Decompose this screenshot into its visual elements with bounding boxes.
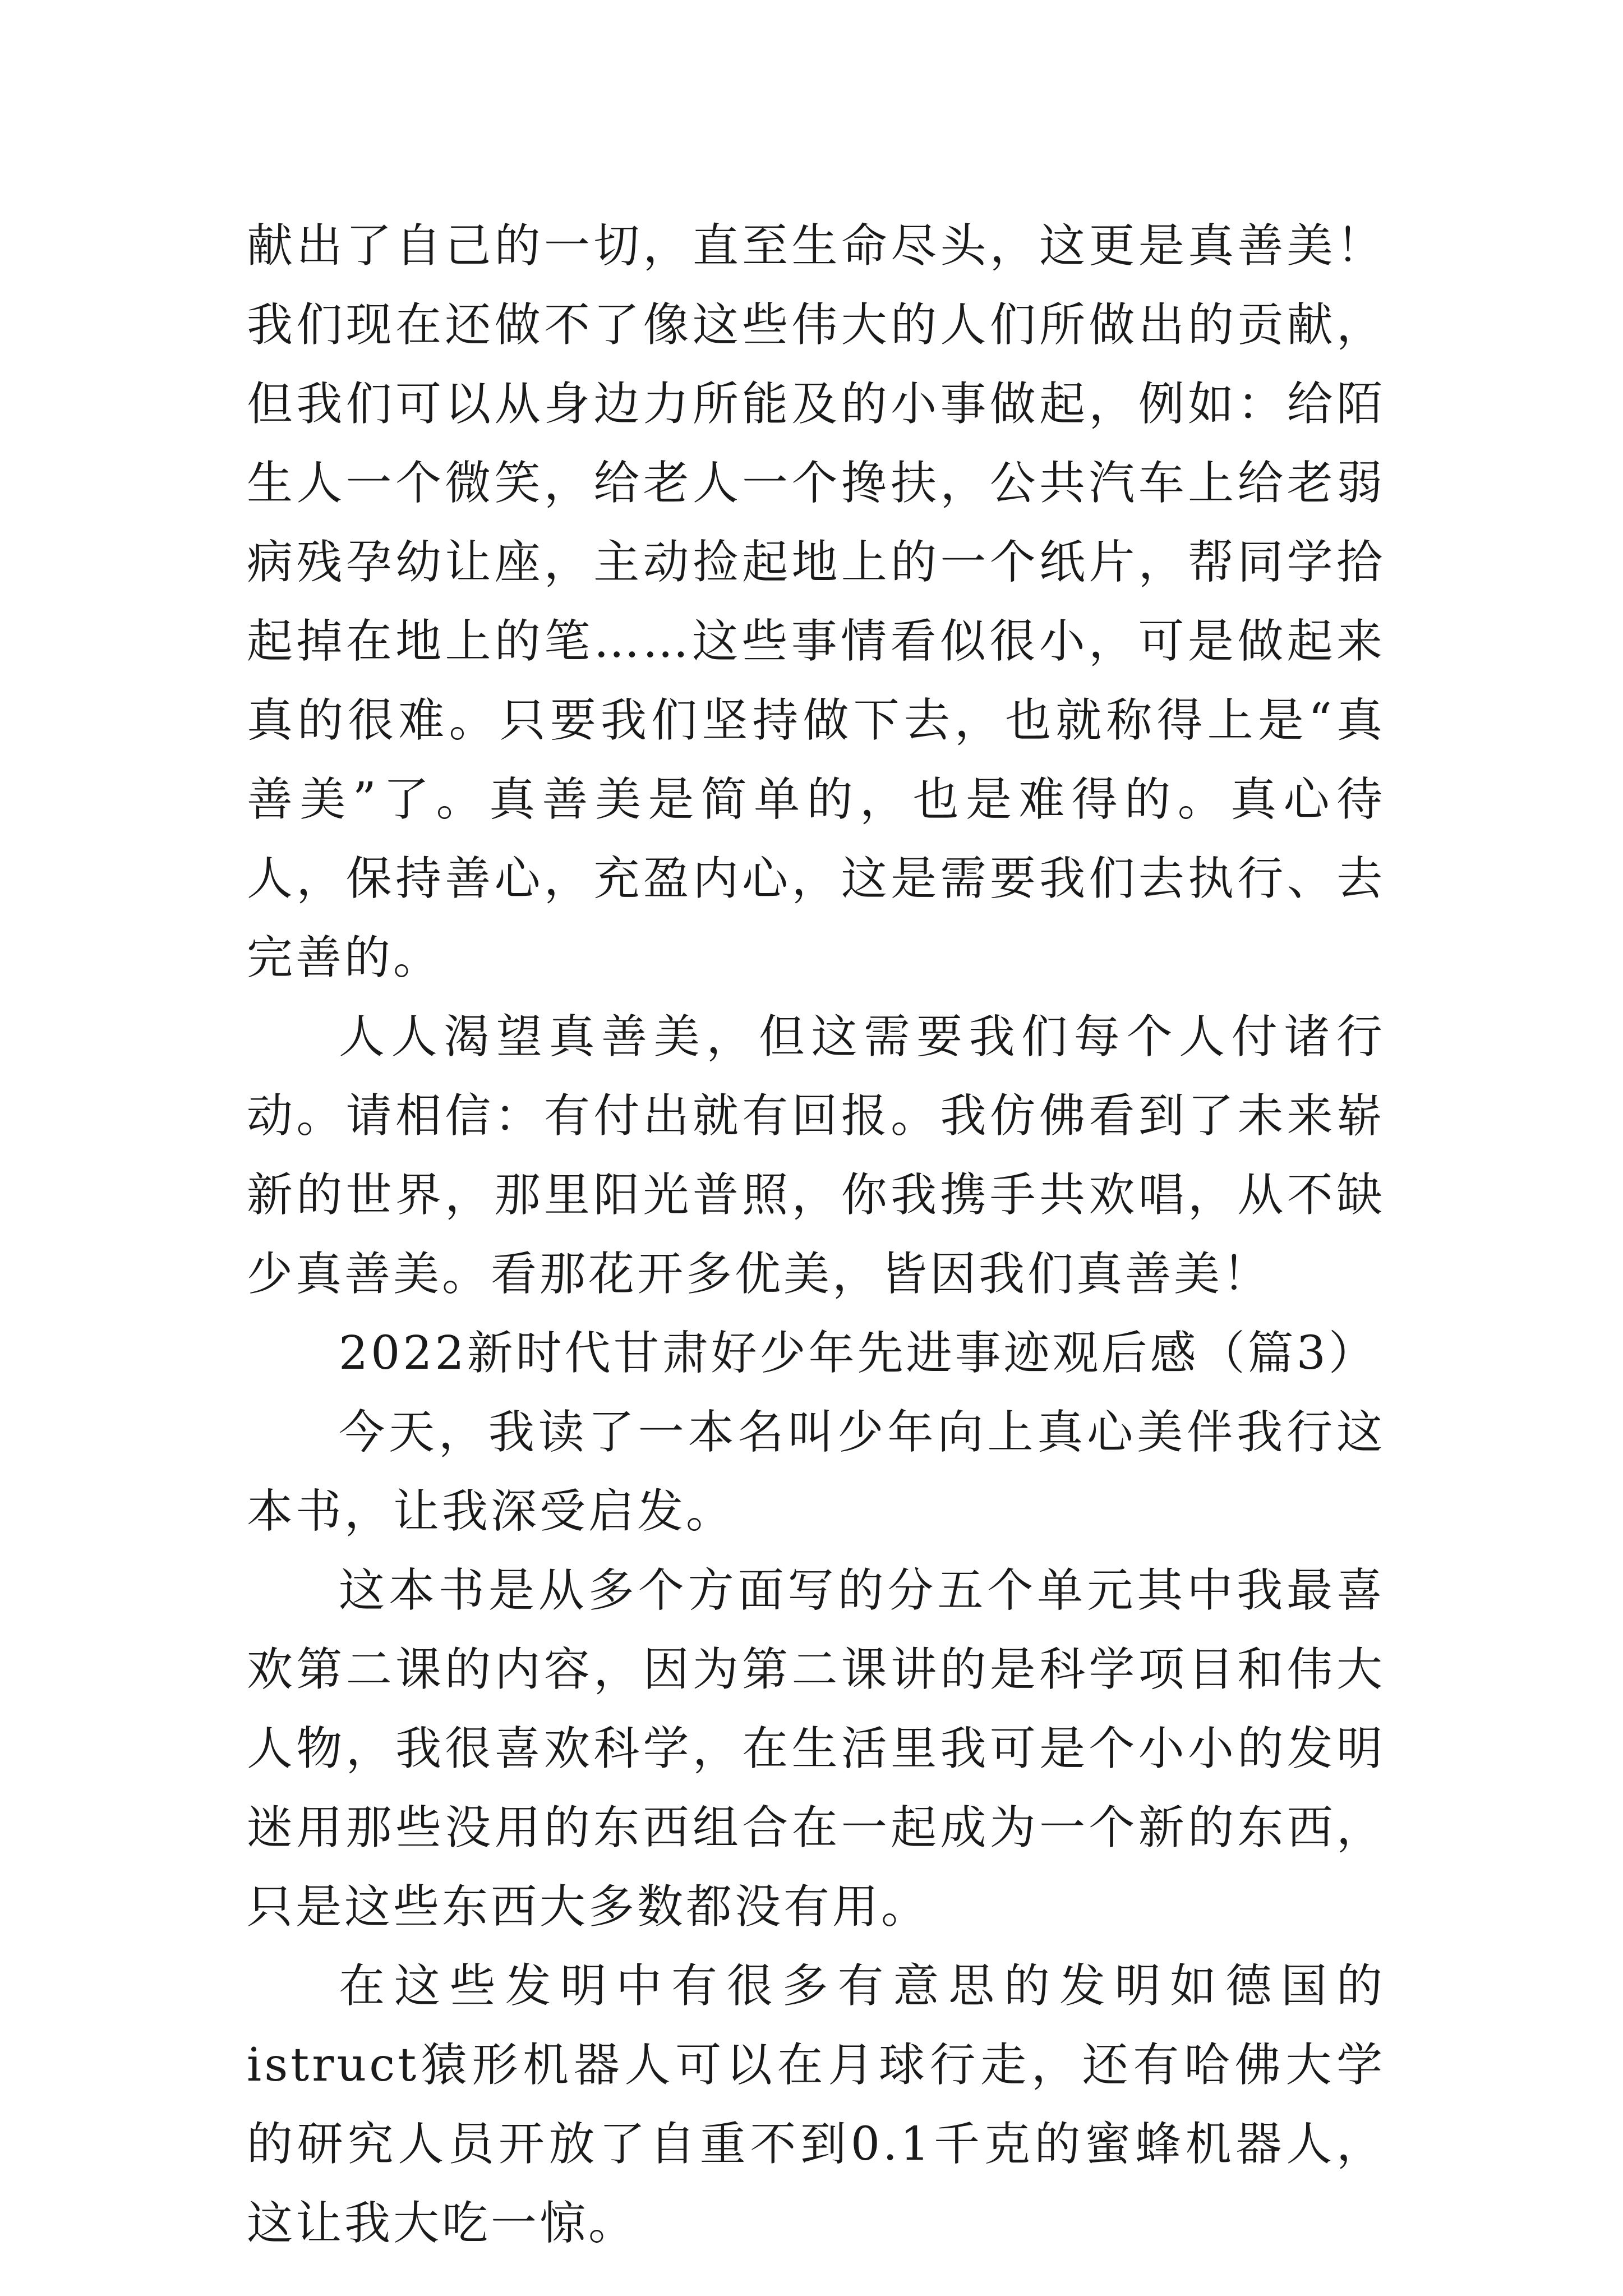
paragraph: 这本书是从多个方面写的分五个单元其中我最喜欢第二课的内容，因为第二课讲的是科学项目和伟大人物，我很喜欢科学，在生活里我可是个小小的发明迷用那些没用的东西组合在一起成为一个新的东西，只是这些东西大多数都没有用。	[247, 1564, 1385, 1934]
section-heading: 2022新时代甘肃好少年先进事迹观后感（篇3）	[339, 1327, 1377, 1380]
document-body	[247, 206, 1385, 2263]
paragraph: 今天，我读了一本名叫少年向上真心美伴我行这本书，让我深受启发。	[247, 1406, 1385, 1538]
paragraph: 在这些发明中有很多有意思的发明如德国的istruct猿形机器人可以在月球行走，还有哈佛大学的研究人员开放了自重不到0.1千克的蜜蜂机器人，这让我大吃一惊。	[247, 1959, 1385, 2250]
paragraph: 人人渴望真善美，但这需要我们每个人付诸行动。请相信：有付出就有回报。我仿佛看到了未来崭新的世界，那里阳光普照，你我携手共欢唱，从不缺少真善美。看那花开多优美，皆因我们真善美！	[247, 1010, 1385, 1301]
paragraph-continuation: 献出了自己的一切，直至生命尽头，这更是真善美！我们现在还做不了像这些伟大的人们所做出的贡献，但我们可以从身边力所能及的小事做起，例如：给陌生人一个微笑，给老人一个搀扶，公共汽车上给老弱病残孕幼让座，主动捡起地上的一个纸片，帮同学拾起掉在地上的笔……这些事情看似很小，可是做起来真的很难。只要我们坚持做下去，也就称得上是“真善美”了。真善美是简单的，也是难得的。真心待人，保持善心，充盈内心，这是需要我们去执行、去完善的。	[247, 219, 1385, 984]
